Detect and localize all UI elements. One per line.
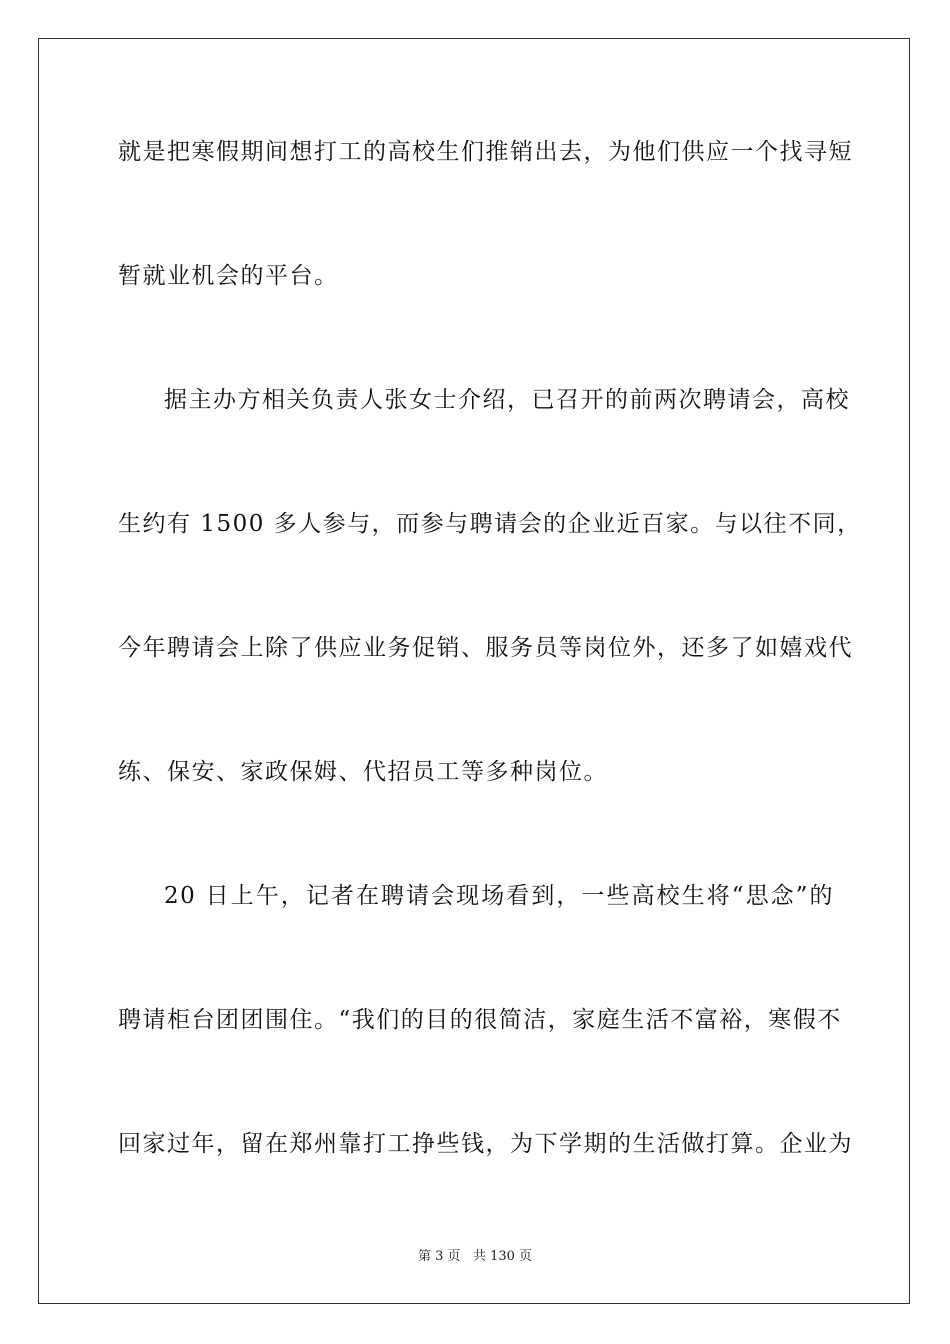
body-line-9: 回家过年，留在郑州靠打工挣些钱，为下学期的生活做打算。企业为 [118,1131,853,1157]
page-number: 第 3 页 [417,1249,461,1264]
page-footer [0,1249,950,1265]
page-total: 共 130 页 [472,1249,533,1264]
body-line-5: 今年聘请会上除了供应业务促销、服务员等岗位外，还多了如嬉戏代 [118,635,853,661]
body-line-8: 聘请柜台团团围住。“我们的目的很简洁，家庭生活不富裕，寒假不 [118,1007,842,1033]
body-line-6: 练、保安、家政保姆、代招员工等多种岗位。 [118,759,608,785]
page-frame [38,38,910,1304]
body-line-3: 据主办方相关负责人张女士介绍，已召开的前两次聘请会，高校 [164,387,850,413]
body-line-1: 就是把寒假期间想打工的高校生们推销出去，为他们供应一个找寻短 [118,139,853,165]
body-line-4: 生约有 1500 多人参与，而参与聘请会的企业近百家。与以往不同， [118,511,862,537]
body-line-2: 暂就业机会的平台。 [118,263,339,289]
body-line-7: 20 日上午，记者在聘请会现场看到，一些高校生将“思念”的 [164,883,834,909]
